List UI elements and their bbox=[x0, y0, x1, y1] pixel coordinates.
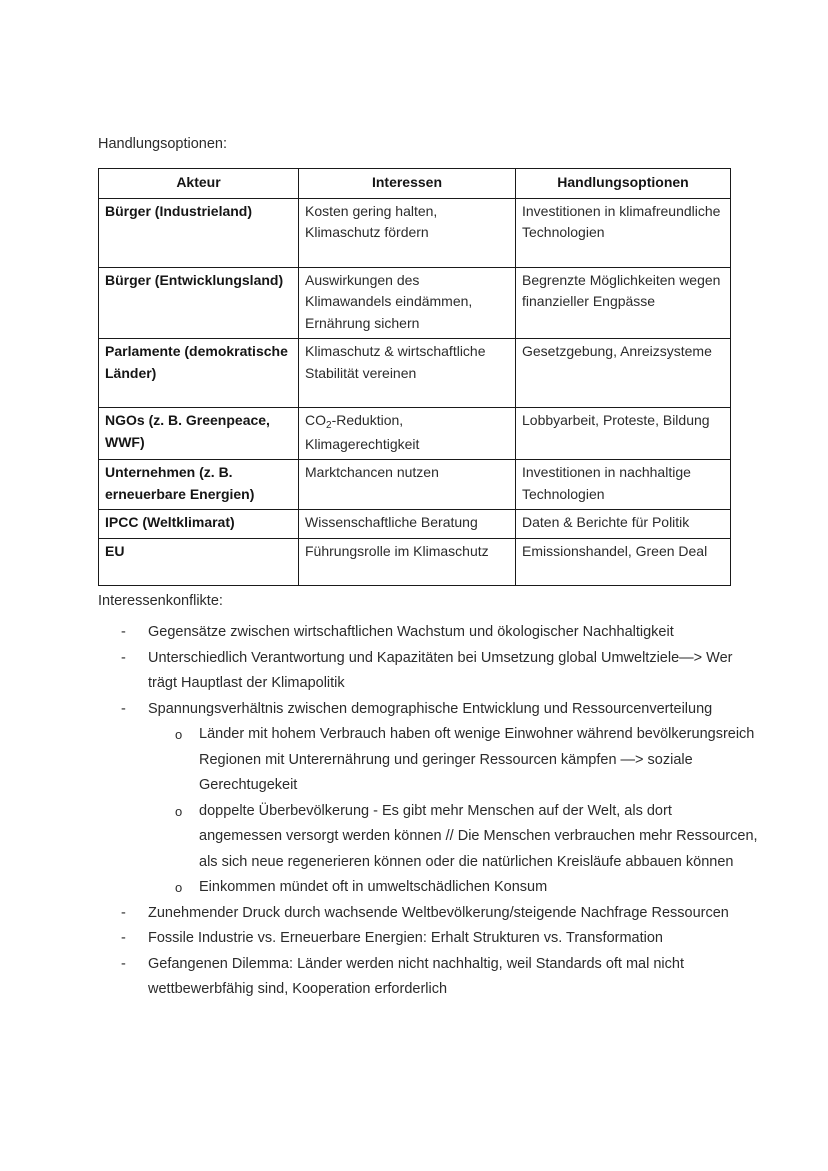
table-row bbox=[99, 510, 731, 539]
list-item-text: Gegensätze zwischen wirtschaftlichen Wachstum und ökologischer Nachhaltigkeit bbox=[148, 624, 674, 640]
cell-options: Gesetzgebung, Anreizsysteme bbox=[516, 339, 731, 408]
cell-actor: IPCC (Weltklimarat) bbox=[99, 510, 299, 539]
interessenkonflikte-heading: Interessenkonflikte: bbox=[98, 593, 223, 609]
co2-suffix: -Reduktion, Klimagerechtigkeit bbox=[305, 412, 420, 452]
cell-interests: Auswirkungen des Klimawandels eindämmen, Ernährung sichern bbox=[299, 267, 516, 339]
list-item-text: Unterschiedlich Verantwortung und Kapazitäten bei Umsetzung global Umweltziele—> Wer trägt Hauptlast der Klimapolitik bbox=[148, 649, 733, 691]
dash-bullet-icon: - bbox=[121, 700, 126, 717]
list-item bbox=[98, 926, 758, 952]
list-item-text: Gefangenen Dilemma: Länder werden nicht nachhaltig, weil Standards oft mal nicht wettbewerbfähig sind, Kooperation erforderlich bbox=[148, 955, 684, 997]
cell-actor: Unternehmen (z. B. erneuerbare Energien) bbox=[99, 460, 299, 510]
list-item-text: Fossile Industrie vs. Erneuerbare Energien: Erhalt Strukturen vs. Transformation bbox=[148, 930, 663, 946]
cell-options: Daten & Berichte für Politik bbox=[516, 510, 731, 539]
table-row bbox=[99, 198, 731, 267]
dash-bullet-icon: - bbox=[121, 649, 126, 666]
cell-actor: Parlamente (demokratische Länder) bbox=[99, 339, 299, 408]
actors-table-container bbox=[98, 168, 730, 586]
table-row bbox=[99, 538, 731, 585]
list-item bbox=[98, 697, 758, 723]
dash-bullet-icon: - bbox=[121, 904, 126, 921]
list-item bbox=[98, 646, 758, 697]
dash-bullet-icon: - bbox=[121, 930, 126, 946]
table-row bbox=[99, 408, 731, 460]
co2-subscript: 2 bbox=[326, 420, 332, 431]
sub-list-item-text: doppelte Überbevölkerung - Es gibt mehr Menschen auf der Welt, als dort angemessen versorgt werden können // Die Menschen verbrauchen mehr Ressourcen, als sich neue regenerieren können oder die natürlichen Kreisläufe abbauen können bbox=[199, 802, 758, 870]
sub-list-item-text: Einkommen mündet oft in umweltschädlichen Konsum bbox=[199, 879, 548, 895]
cell-actor: NGOs (z. B. Greenpeace, WWF) bbox=[99, 408, 299, 460]
sub-list-item bbox=[98, 875, 758, 901]
circle-bullet-icon: o bbox=[175, 803, 183, 819]
cell-options: Emissionshandel, Green Deal bbox=[516, 538, 731, 585]
column-header-handlungsoptionen: Handlungsoptionen bbox=[516, 169, 731, 199]
cell-options: Begrenzte Möglichkeiten wegen finanzieller Engpässe bbox=[516, 267, 731, 339]
dash-bullet-icon: - bbox=[121, 955, 126, 972]
cell-actor: EU bbox=[99, 538, 299, 585]
cell-options: Investitionen in nachhaltige Technologien bbox=[516, 460, 731, 510]
cell-interests: Wissenschaftliche Beratung bbox=[299, 510, 516, 539]
table-body bbox=[99, 198, 731, 585]
cell-actor: Bürger (Entwicklungsland) bbox=[99, 267, 299, 339]
circle-bullet-icon: o bbox=[175, 880, 183, 895]
table-header-row bbox=[99, 169, 731, 199]
cell-interests: Marktchancen nutzen bbox=[299, 460, 516, 510]
actors-table bbox=[98, 168, 731, 586]
co2-prefix: CO bbox=[305, 412, 326, 428]
list-item-text: Zunehmender Druck durch wachsende Weltbevölkerung/steigende Nachfrage Ressourcen bbox=[148, 904, 729, 921]
list-item bbox=[98, 620, 758, 646]
dash-bullet-icon: - bbox=[121, 624, 126, 640]
table-row bbox=[99, 339, 731, 408]
conflicts-list bbox=[98, 620, 758, 1003]
circle-bullet-icon: o bbox=[175, 727, 183, 742]
cell-interests: Führungsrolle im Klimaschutz bbox=[299, 538, 516, 585]
column-header-interessen: Interessen bbox=[299, 169, 516, 199]
cell-actor: Bürger (Industrieland) bbox=[99, 198, 299, 267]
table-row bbox=[99, 460, 731, 510]
column-header-akteur: Akteur bbox=[99, 169, 299, 199]
table-row bbox=[99, 267, 731, 339]
list-item bbox=[98, 901, 758, 927]
list-item bbox=[98, 952, 758, 1003]
cell-options: Lobbyarbeit, Proteste, Bildung bbox=[516, 408, 731, 460]
cell-options: Investitionen in klimafreundliche Technologien bbox=[516, 198, 731, 267]
sub-list-item bbox=[98, 799, 758, 876]
cell-interests bbox=[299, 408, 516, 460]
list-item-text: Spannungsverhältnis zwischen demographische Entwicklung und Ressourcenverteilung bbox=[148, 700, 713, 717]
cell-interests: Klimaschutz & wirtschaftliche Stabilität vereinen bbox=[299, 339, 516, 408]
sub-list-item bbox=[98, 722, 758, 799]
sub-list-item-text: Länder mit hohem Verbrauch haben oft wenige Einwohner während bevölkerungsreich Regionen mit Unterernährung und geringer Ressourcen kämpfen —> soziale Gerechtugekeit bbox=[199, 726, 755, 793]
table-header bbox=[99, 169, 731, 199]
cell-interests: Kosten gering halten, Klimaschutz fördern bbox=[299, 198, 516, 267]
handlungsoptionen-heading: Handlungsoptionen: bbox=[98, 136, 227, 152]
